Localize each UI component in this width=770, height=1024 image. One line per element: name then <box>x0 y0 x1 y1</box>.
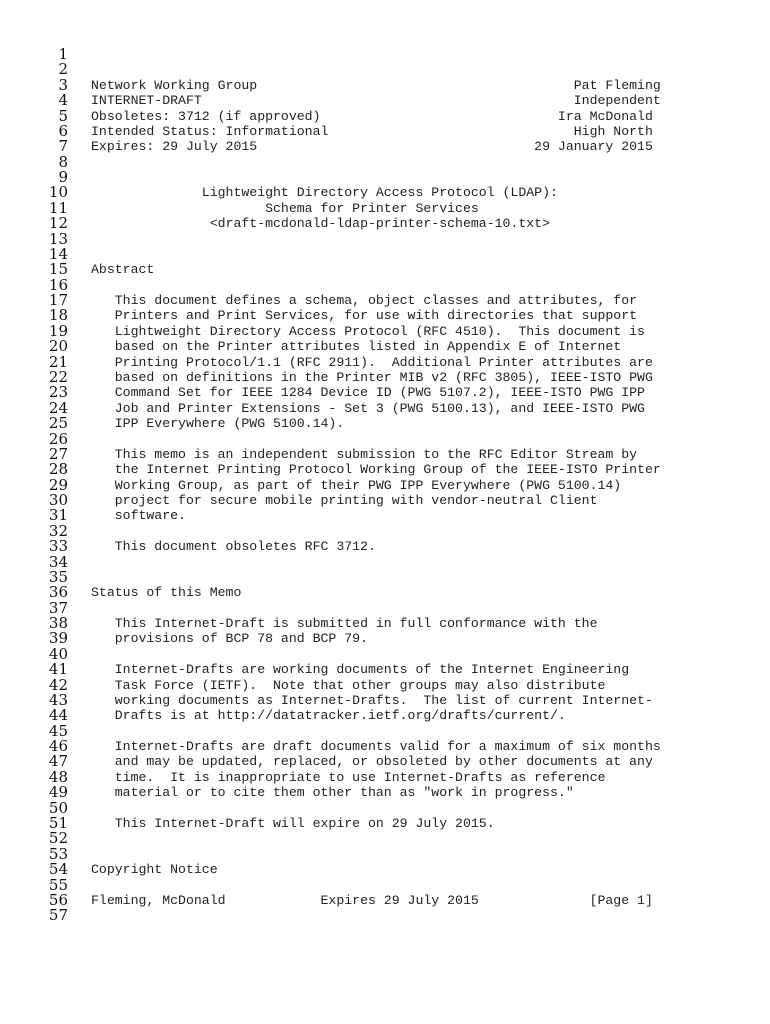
line-number: 16 <box>48 275 68 294</box>
document-line <box>0 170 770 185</box>
document-line <box>0 598 770 617</box>
line-text: and may be updated, replaced, or obsoleted by other documents at any <box>91 754 653 770</box>
line-number: 18 <box>48 306 68 325</box>
line-text: This document defines a schema, object classes and attributes, for <box>91 293 638 309</box>
document-line <box>0 844 770 863</box>
line-number: 14 <box>48 244 68 263</box>
document-line <box>0 521 770 540</box>
line-number: 5 <box>58 106 68 125</box>
document-line <box>0 662 770 677</box>
line-number: 27 <box>48 444 68 463</box>
document-line <box>0 139 770 154</box>
document-line <box>0 908 770 923</box>
line-text: Network Working Group Pat Fleming <box>91 77 661 93</box>
line-text: Abstract <box>91 262 155 278</box>
line-text: Internet-Drafts are working documents of the Internet Engineering <box>91 662 630 678</box>
line-number: 36 <box>48 583 68 602</box>
line-number: 9 <box>58 168 68 187</box>
line-text: Working Group, as part of their PWG IPP Everywhere (PWG 5100.14) <box>91 477 622 493</box>
line-number: 21 <box>48 352 68 371</box>
document-line <box>0 831 770 846</box>
document-line <box>0 244 770 263</box>
line-number: 43 <box>48 690 68 709</box>
line-text: the Internet Printing Protocol Working Group of the IEEE-ISTO Printer <box>91 462 661 478</box>
line-number: 41 <box>48 660 68 679</box>
line-number: 34 <box>48 552 68 571</box>
document-line <box>0 493 770 508</box>
line-number: 54 <box>48 860 68 879</box>
document-line <box>0 552 770 571</box>
line-number: 19 <box>48 321 68 340</box>
document-line <box>0 875 770 894</box>
document-line <box>0 47 770 62</box>
line-text: IPP Everywhere (PWG 5100.14). <box>91 416 345 432</box>
line-number: 10 <box>48 183 68 202</box>
line-number: 12 <box>48 214 68 233</box>
document-line <box>0 754 770 769</box>
document-line <box>0 198 770 217</box>
document-line <box>0 675 770 694</box>
line-number: 33 <box>48 537 68 556</box>
document-line <box>0 216 770 231</box>
line-number: 26 <box>48 429 68 448</box>
line-text: Schema for Printer Services <box>91 200 479 216</box>
line-number: 46 <box>48 737 68 756</box>
line-number: 44 <box>48 706 68 725</box>
line-number: 3 <box>58 75 68 94</box>
line-text: Internet-Drafts are draft documents valid for a maximum of six months <box>91 739 661 755</box>
line-text: Printing Protocol/1.1 (RFC 2911). Additional Printer attributes are <box>91 354 653 370</box>
line-number: 20 <box>48 337 68 356</box>
line-text: working documents as Internet-Drafts. The list of current Internet- <box>91 692 653 708</box>
document-line <box>0 152 770 171</box>
document-line <box>0 631 770 646</box>
line-text: Task Force (IETF). Note that other groups may also distribute <box>91 677 606 693</box>
document-line <box>0 539 770 554</box>
document-line <box>0 385 770 400</box>
line-text: This memo is an independent submission to the RFC Editor Stream by <box>91 446 638 462</box>
line-text: Expires: 29 July 2015 29 January 2015 <box>91 139 653 155</box>
document-line <box>0 93 770 108</box>
line-number: 35 <box>48 567 68 586</box>
document-line <box>0 121 770 140</box>
line-number: 39 <box>48 629 68 648</box>
document-line <box>0 567 770 586</box>
line-number: 48 <box>48 767 68 786</box>
document-line <box>0 185 770 200</box>
line-number: 50 <box>48 798 68 817</box>
document-line <box>0 816 770 831</box>
line-number: 8 <box>58 152 68 171</box>
line-number: 47 <box>48 752 68 771</box>
line-number: 45 <box>48 721 68 740</box>
line-text: based on definitions in the Printer MIB v2 (RFC 3805), IEEE-ISTO PWG <box>91 369 653 385</box>
line-text: Intended Status: Informational High North <box>91 123 653 139</box>
document-line <box>0 767 770 786</box>
document-line <box>0 890 770 909</box>
line-number: 13 <box>48 229 68 248</box>
line-text: Copyright Notice <box>91 862 218 878</box>
line-number: 17 <box>48 291 68 310</box>
line-text: Command Set for IEEE 1284 Device ID (PWG 5107.2), IEEE-ISTO PWG IPP <box>91 385 645 401</box>
line-number: 25 <box>48 414 68 433</box>
document-line <box>0 721 770 740</box>
document-line <box>0 739 770 754</box>
line-number: 51 <box>48 814 68 832</box>
line-number: 22 <box>48 367 68 386</box>
line-number: 4 <box>58 91 68 110</box>
line-number: 52 <box>48 829 68 848</box>
document-line <box>0 262 770 277</box>
line-number: 23 <box>48 383 68 402</box>
line-number: 31 <box>48 506 68 525</box>
document-line <box>0 462 770 477</box>
line-text: <draft-mcdonald-ldap-printer-schema-10.txt> <box>91 216 550 232</box>
document-line <box>0 321 770 340</box>
line-text: project for secure mobile printing with vendor-neutral Client <box>91 493 598 509</box>
line-number: 57 <box>48 906 68 925</box>
line-text: INTERNET-DRAFT Independent <box>91 93 661 109</box>
line-number: 53 <box>48 844 68 863</box>
line-number: 29 <box>48 475 68 494</box>
line-text: Status of this Memo <box>91 585 242 601</box>
document-line <box>0 367 770 386</box>
document-line <box>0 644 770 663</box>
line-number: 24 <box>48 398 68 417</box>
line-text: time. It is inappropriate to use Internet-Drafts as reference <box>91 769 606 785</box>
document-line <box>0 229 770 248</box>
line-text: Printers and Print Services, for use with directories that support <box>91 308 638 324</box>
line-text: based on the Printer attributes listed in Appendix E of Internet <box>91 339 622 355</box>
line-number: 2 <box>58 60 68 79</box>
line-number: 40 <box>48 644 68 663</box>
document-line <box>0 690 770 709</box>
line-number: 28 <box>48 460 68 479</box>
document-line <box>0 339 770 354</box>
document-line <box>0 475 770 494</box>
document-line <box>0 708 770 723</box>
document-line <box>0 429 770 448</box>
document-line <box>0 416 770 431</box>
line-number: 42 <box>48 675 68 694</box>
line-text: Lightweight Directory Access Protocol (RFC 4510). This document is <box>91 323 645 339</box>
line-number: 30 <box>48 491 68 510</box>
line-number: 37 <box>48 598 68 617</box>
document-line <box>0 508 770 523</box>
document-line <box>0 616 770 631</box>
document-line <box>0 398 770 417</box>
document-line <box>0 785 770 800</box>
document-line <box>0 308 770 323</box>
line-text: Drafts is at http://datatracker.ietf.org/drafts/current/. <box>91 708 566 724</box>
document-line <box>0 352 770 371</box>
document-line <box>0 106 770 125</box>
document-line <box>0 75 770 94</box>
document-line <box>0 444 770 463</box>
document-line <box>0 862 770 877</box>
line-text: software. <box>91 508 186 524</box>
line-number: 55 <box>48 875 68 894</box>
document-line <box>0 275 770 294</box>
line-number: 15 <box>48 260 68 279</box>
line-number: 49 <box>48 783 68 802</box>
line-text: Lightweight Directory Access Protocol (LDAP): <box>91 185 558 201</box>
line-text: Fleming, McDonald Expires 29 July 2015 [Page 1] <box>91 892 653 908</box>
line-number: 7 <box>58 137 68 156</box>
line-text: material or to cite them other than as "work in progress." <box>91 785 574 801</box>
line-number: 1 <box>58 45 68 63</box>
line-text: Obsoletes: 3712 (if approved) Ira McDonald <box>91 108 653 124</box>
line-number: 32 <box>48 521 68 540</box>
line-text: This Internet-Draft is submitted in full conformance with the <box>91 616 598 632</box>
line-text: This Internet-Draft will expire on 29 July 2015. <box>91 816 495 831</box>
line-text: provisions of BCP 78 and BCP 79. <box>91 631 368 647</box>
line-text: This document obsoletes RFC 3712. <box>91 539 376 555</box>
line-number: 6 <box>58 121 68 140</box>
line-number: 11 <box>48 198 68 217</box>
line-number: 38 <box>48 614 68 633</box>
line-number: 56 <box>48 890 68 909</box>
document-line <box>0 798 770 817</box>
line-text: Job and Printer Extensions - Set 3 (PWG 5100.13), and IEEE-ISTO PWG <box>91 400 645 416</box>
document-line <box>0 293 770 308</box>
document-line <box>0 585 770 600</box>
document-line <box>0 62 770 77</box>
